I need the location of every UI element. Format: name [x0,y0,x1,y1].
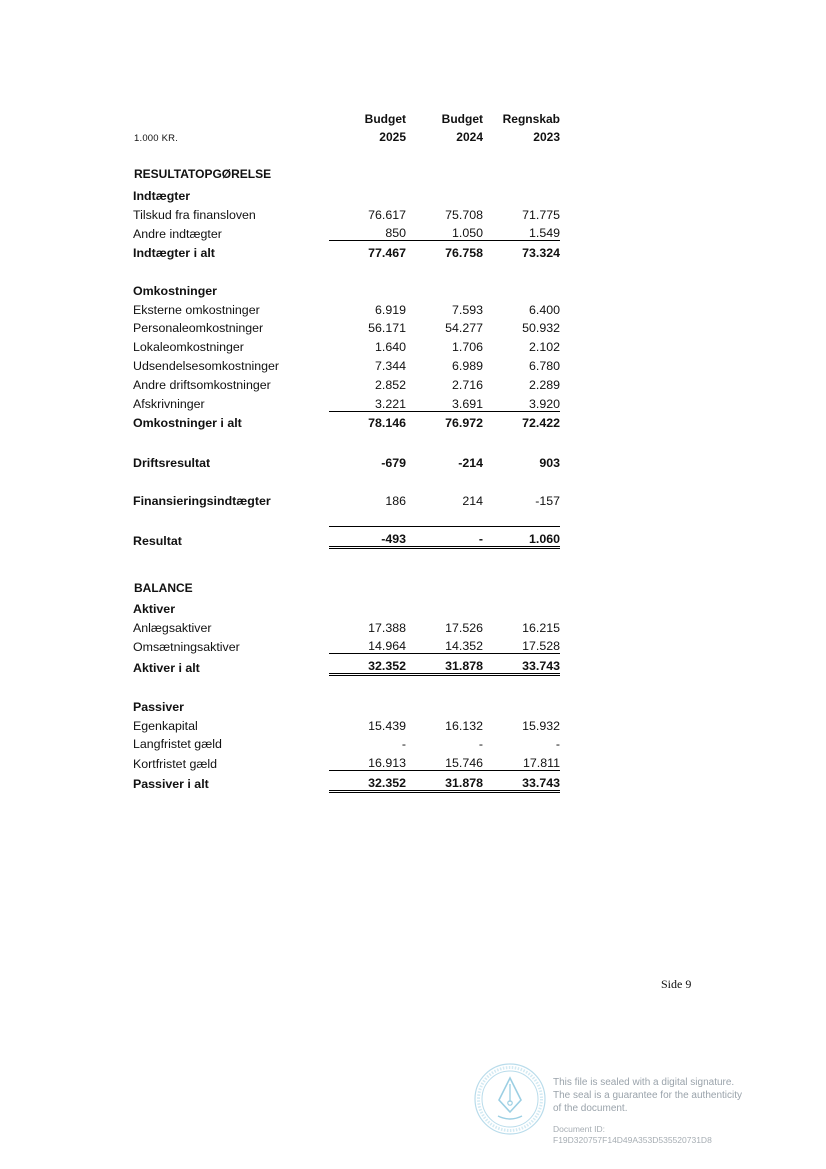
row-langfristet-gaeld [133,733,560,752]
cell-value: 15.746 [406,751,483,770]
row-label: Langfristet gæld [133,737,222,752]
row-driftsresultat [133,449,560,470]
row-omkostninger [133,279,560,298]
row-kortfristet-gaeld [133,751,560,770]
cell-value: 3.920 [483,392,560,411]
unit-label: 1.000 KR. [134,133,179,144]
cell-value [329,597,406,616]
cell-value: -214 [458,455,483,470]
row-finansieringsindtaegter [133,489,560,508]
cell-value: 1.060 [483,527,560,548]
row-label: Anlægsaktiver [133,620,212,635]
row-label: Omkostninger i alt [133,416,242,431]
cell-value: 903 [539,455,560,470]
row-label: Afskrivninger [133,397,205,412]
cell-value: 56.171 [368,321,406,336]
cell-value: 50.932 [522,321,560,336]
cell-value: 16.215 [522,620,560,635]
page-number: Side 9 [661,977,692,991]
cell-value: 1.640 [374,340,406,355]
row-label: Tilskud fra finansloven [133,207,256,222]
row-tilskud-fra-finansloven [133,203,560,222]
spacer-row [133,430,560,449]
row-andre-driftsomkostninger [133,373,560,392]
row-label [133,470,329,489]
cell-value [406,279,483,298]
cell-value: 7.593 [451,302,483,317]
cell-value [406,695,483,714]
cell-value: -679 [381,455,406,470]
cell-value [483,279,560,298]
col-header-budget-2025: Budget 2025 [364,112,406,144]
digital-seal-icon [473,1062,547,1136]
row-aktiver [133,597,560,616]
row-omkostninger-i-alt [133,411,560,430]
cell-value [483,695,560,714]
cell-value [483,597,560,616]
cell-value: -157 [535,493,560,508]
cell-value [406,430,483,449]
row-lokaleomkostninger [133,335,560,354]
cell-value [483,184,560,203]
cell-value [329,675,406,695]
row-label [133,508,329,527]
cell-value: 1.549 [483,222,560,241]
cell-value: 54.277 [445,321,483,336]
cell-value: 2.102 [528,340,560,355]
cell-value: 17.811 [483,751,560,770]
cell-value: 16.132 [445,718,483,733]
cell-value: 6.919 [374,302,406,317]
row-udsendelsesomkostninger [133,354,560,373]
cell-value [483,470,560,489]
cell-value: 33.743 [483,771,560,792]
cell-value: 17.388 [368,620,406,635]
cell-value [406,260,483,279]
cell-value: 15.932 [522,718,560,733]
row-label: Passiver [133,699,184,714]
row-indtaegter [133,184,560,203]
spacer-row [133,470,560,489]
col-header-regnskab-2023: Regnskab 2023 [502,112,560,144]
row-eksterne-omkostninger [133,298,560,317]
cell-value: 3.691 [406,392,483,411]
row-label: Indtægter i alt [133,246,215,261]
cell-value: 72.422 [522,416,560,431]
cell-value: 14.352 [406,635,483,654]
row-label: Personaleomkostninger [133,321,264,336]
row-indtaegter-i-alt [133,241,560,260]
spacer-row [133,508,560,527]
cell-value [329,279,406,298]
row-label: Kortfristet gæld [133,756,218,771]
row-resultat [133,527,560,548]
cell-value: - [555,737,560,752]
row-passiver [133,695,560,714]
cell-value [329,470,406,489]
cell-value: 31.878 [406,771,483,792]
result-section-title: RESULTATOPGØRELSE [134,167,272,181]
cell-value: 31.878 [406,654,483,675]
cell-value: 77.467 [368,246,406,261]
cell-value: 186 [385,493,406,508]
row-personaleomkostninger [133,317,560,336]
cell-value: - [478,737,483,752]
row-andre-indtaegter [133,222,560,241]
row-label [133,260,329,279]
row-label: Driftsresultat [133,455,211,470]
cell-value: 3.221 [329,392,406,411]
cell-value [483,260,560,279]
cell-value [329,184,406,203]
cell-value: 2.852 [374,377,406,392]
cell-value: 76.617 [368,207,406,222]
cell-value: 1.706 [451,340,483,355]
result-table [133,184,560,549]
cell-value: 7.344 [374,358,406,373]
cell-value: 850 [329,222,406,241]
spacer-row [133,675,560,695]
cell-value [406,470,483,489]
cell-value [329,695,406,714]
seal-message: This file is sealed with a digital signature. The seal is a guarantee for the authenticity of the document. [553,1077,743,1114]
balance-table [133,597,560,793]
cell-value: 33.743 [483,654,560,675]
cell-value [406,675,483,695]
row-label: Aktiver i alt [133,660,200,675]
cell-value: 1.050 [406,222,483,241]
row-label: Indtægter [133,188,191,203]
row-aktiver-i-alt [133,654,560,675]
cell-value [329,260,406,279]
row-egenkapital [133,714,560,733]
cell-value [483,508,560,527]
cell-value [406,597,483,616]
row-label [133,430,329,449]
document-id: Document ID: F19D320757F14D49A353D535520731D8 [553,1124,712,1145]
cell-value: 32.352 [329,654,406,675]
cell-value: 16.913 [329,751,406,770]
cell-value: 17.526 [445,620,483,635]
cell-value: 6.780 [528,358,560,373]
cell-value: 14.964 [329,635,406,654]
cell-value [483,430,560,449]
cell-value: - [406,527,483,548]
cell-value: - [401,737,406,752]
row-label: Resultat [133,533,182,548]
cell-value: 2.289 [528,377,560,392]
cell-value: 78.146 [368,416,406,431]
cell-value: 75.708 [445,207,483,222]
cell-value: 2.716 [451,377,483,392]
row-label: Andre driftsomkostninger [133,377,271,392]
row-label: Omsætningsaktiver [133,639,240,654]
row-label: Finansieringsindtægter [133,493,271,508]
row-omsaetningsaktiver [133,635,560,654]
row-label: Egenkapital [133,718,198,733]
row-label: Lokaleomkostninger [133,340,244,355]
cell-value: 32.352 [329,771,406,792]
cell-value: 76.972 [445,416,483,431]
row-label: Passiver i alt [133,777,209,792]
cell-value: 17.528 [483,635,560,654]
cell-value [329,508,406,527]
cell-value: 71.775 [522,207,560,222]
cell-value: 214 [462,493,483,508]
row-anlaegsaktiver [133,616,560,635]
cell-value: 6.989 [451,358,483,373]
balance-section-title: BALANCE [134,581,193,595]
cell-value: 6.400 [528,302,560,317]
cell-value: 76.758 [445,246,483,261]
row-afskrivninger [133,392,560,411]
row-label: Eksterne omkostninger [133,302,260,317]
row-label: Aktiver [133,601,176,616]
cell-value: 73.324 [522,246,560,261]
spacer-row [133,260,560,279]
row-label [133,675,329,695]
cell-value [406,508,483,527]
cell-value: 15.439 [368,718,406,733]
col-header-budget-2024: Budget 2024 [441,112,483,144]
row-passiver-i-alt [133,771,560,792]
row-label: Andre indtægter [133,226,222,241]
cell-value [329,430,406,449]
cell-value [483,675,560,695]
cell-value: -493 [329,527,406,548]
row-label: Udsendelsesomkostninger [133,358,280,373]
row-label: Omkostninger [133,283,217,298]
cell-value [406,184,483,203]
